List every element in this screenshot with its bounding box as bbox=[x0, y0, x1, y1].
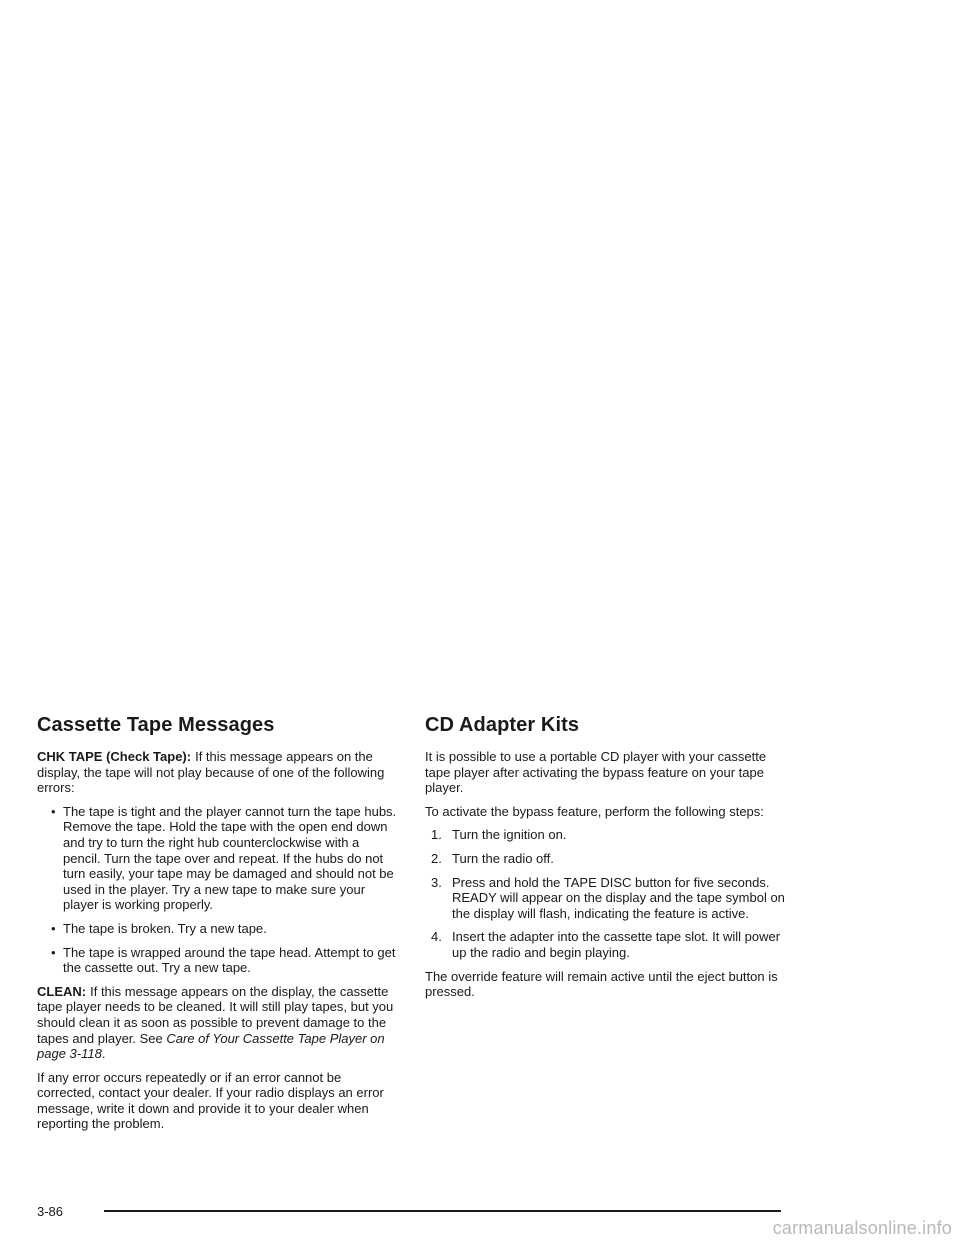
footer-divider bbox=[104, 1210, 781, 1212]
error-list bbox=[37, 804, 399, 976]
clean-end: . bbox=[101, 1046, 106, 1062]
chk-tape-paragraph bbox=[37, 749, 399, 796]
chk-tape-text: If this message appears on the display, the tape will not play because of one of the following errors: bbox=[37, 749, 385, 796]
chk-tape-lead: CHK TAPE (Check Tape): bbox=[37, 749, 192, 764]
steps-list bbox=[425, 827, 785, 960]
step-text: Insert the adapter into the cassette tape slot. It will power up the radio and begin playing. bbox=[452, 929, 781, 960]
step-item bbox=[425, 875, 785, 922]
bullet-icon: • bbox=[51, 944, 56, 960]
right-column bbox=[425, 714, 785, 1008]
bullet-icon: • bbox=[51, 920, 56, 936]
intro-paragraph: It is possible to use a portable CD player with your cassette tape player after activating the bypass feature on your tape player. bbox=[425, 749, 767, 796]
override-paragraph: The override feature will remain active until the eject button is pressed. bbox=[425, 968, 778, 1000]
step-text: Press and hold the TAPE DISC button for five seconds. READY will appear on the display and the tape symbol on the display will flash, indicating the feature is active. bbox=[452, 874, 785, 921]
clean-paragraph bbox=[37, 984, 399, 1062]
step-item bbox=[425, 827, 785, 843]
step-number: 1. bbox=[431, 827, 442, 843]
page-number: 3-86 bbox=[37, 1204, 64, 1219]
step-item bbox=[425, 929, 785, 960]
list-item-text: The tape is broken. Try a new tape. bbox=[63, 920, 267, 936]
list-item-text: The tape is wrapped around the tape head. Attempt to get the cassette out. Try a new tape. bbox=[63, 944, 396, 976]
list-item bbox=[37, 945, 399, 976]
step-item bbox=[425, 851, 785, 867]
cross-reference-link[interactable]: Care of Your Cassette Tape Player on page 3-118 bbox=[37, 1030, 385, 1062]
list-item bbox=[37, 921, 399, 937]
list-item-text: The tape is tight and the player cannot turn the tape hubs. Remove the tape. Hold the tape with the open end down and try to turn the right hub counterclockwise with a pencil. Turn the tape over and repeat. If the hubs do not turn easily, your tape may be damaged and should not be used in the player. Try a new tape to make sure your player is working properly. bbox=[63, 803, 397, 913]
left-column bbox=[37, 714, 399, 1140]
watermark: carmanualsonline.info bbox=[772, 1218, 952, 1238]
clean-text: If this message appears on the display, the cassette tape player needs to be cleaned. It will still play tapes, but you should clean it as soon as possible to prevent damage to the tapes and player. See bbox=[37, 983, 394, 1046]
clean-lead: CLEAN: bbox=[37, 983, 87, 999]
activate-paragraph: To activate the bypass feature, perform the following steps: bbox=[425, 803, 764, 819]
closing-paragraph: If any error occurs repeatedly or if an error cannot be corrected, contact your dealer. If your radio displays an error message, write it down and provide it to your dealer when reporting the problem. bbox=[37, 1069, 384, 1132]
step-text: Turn the ignition on. bbox=[452, 827, 567, 843]
step-text: Turn the radio off. bbox=[452, 850, 554, 866]
list-item bbox=[37, 804, 399, 913]
section-title-cassette: Cassette Tape Messages bbox=[37, 714, 275, 736]
section-title-cd-adapter: CD Adapter Kits bbox=[425, 714, 580, 736]
step-number: 3. bbox=[431, 874, 442, 890]
bullet-icon: • bbox=[51, 803, 56, 819]
step-number: 2. bbox=[431, 850, 442, 866]
step-number: 4. bbox=[431, 929, 442, 945]
